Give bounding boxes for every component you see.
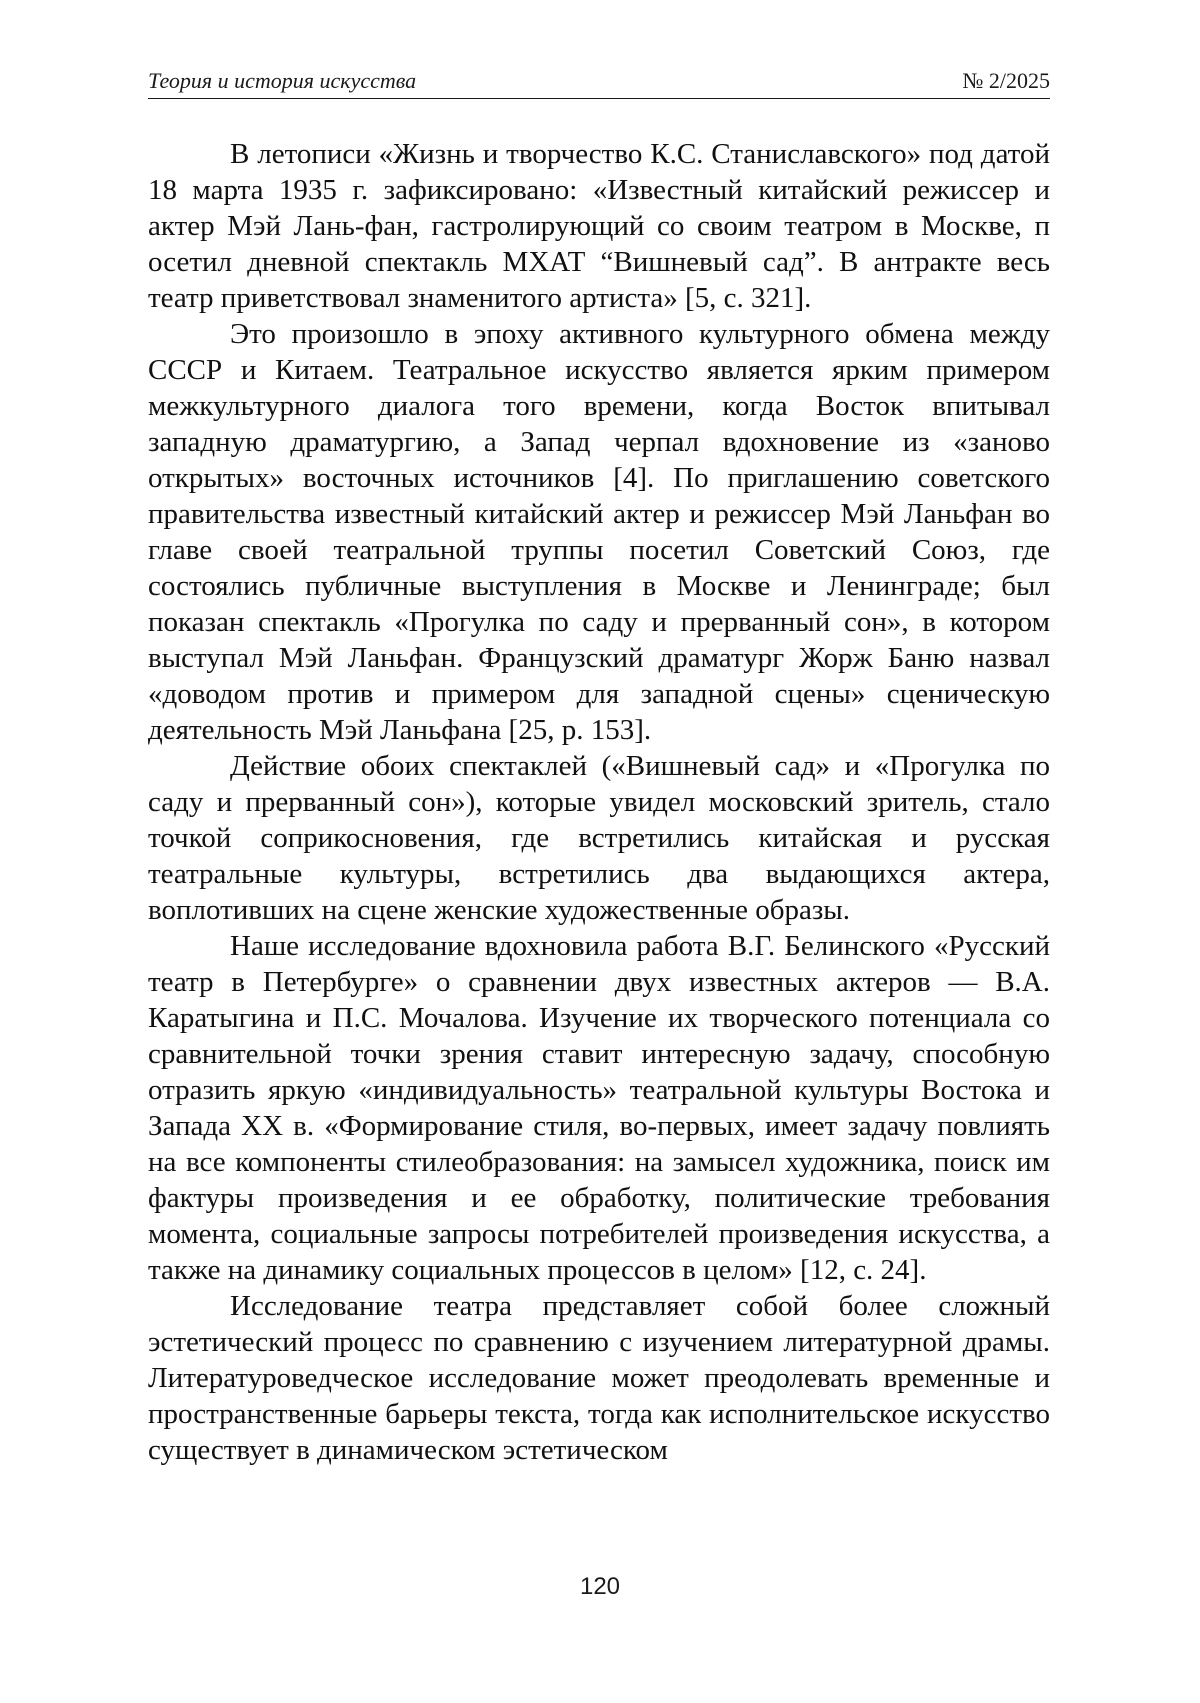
- issue-number: № 2/2025: [962, 68, 1050, 93]
- paragraph-5: Исследование театра представляет собой более сложный эстетический процесс по сравнению с изучением литературной драмы. Литературоведческое исследование может преодолевать временные и пространственные барьеры текста, тогда как исполнительское искусство существует в динамическом эстетическом: [148, 1290, 1050, 1466]
- article-body: [148, 136, 1050, 1468]
- paragraph-1: В летописи «Жизнь и творчество К.С. Станиславского» под датой 18 марта 1935 г. зафиксировано: «Известный китайский режиссер и актер Мэй Лань-фан, гастролирующий со своим театром в Москве, п осетил дневной спектакль МХАТ “Вишневый сад”. В антракте весь театр приветствовал знаменитого артиста» [5, с. 321].: [148, 138, 1050, 314]
- paragraph-2: Это произошло в эпоху активного культурного обмена между СССР и Китаем. Театральное искусство является ярким примером межкультурного диалога того времени, когда Восток впитывал западную драматургию, а Запад черпал вдохновение из «заново открытых» восточных источников [4]. По приглашению советского правительства известный китайский актер и режиссер Мэй Ланьфан во главе своей театральной труппы посетил Советский Союз, где состоялись публичные выступления в Москве и Ленинграде; был показан спектакль «Прогулка по саду и прерванный сон», в котором выступал Мэй Ланьфан. Французский драматург Жорж Баню назвал «доводом против и примером для западной сцены» сценическую деятельность Мэй Ланьфана [25, p. 153].: [148, 318, 1050, 746]
- journal-title: Теория и история искусства: [148, 68, 417, 93]
- paragraph-3: Действие обоих спектаклей («Вишневый сад» и «Прогулка по саду и прерванный сон»), которые увидел московский зритель, стало точкой соприкосновения, где встретились китайская и русская театральные культуры, встретились два выдающихся актера, воплотивших на сцене женские художественные образы.: [148, 750, 1050, 926]
- page-number: 120: [579, 1573, 621, 1600]
- running-header: [148, 58, 1050, 99]
- paragraph-4: Наше исследование вдохновила работа В.Г. Белинского «Русский театр в Петербурге» о сравнении двух известных актеров — В.А. Каратыгина и П.С. Мочалова. Изучение их творческого потенциала со сравнительной точки зрения ставит интересную задачу, способную отразить яркую «индивидуальность» театральной культуры Востока и Запада XX в. «Формирование стиля, во-первых, имеет задачу повлиять на все компоненты стилеобразования: на замысел художника, поиск им фактуры произведения и ее обработку, политические требования момента, социальные запросы потребителей произведения искусства, а также на динамику социальных процессов в целом» [12, с. 24].: [148, 930, 1050, 1286]
